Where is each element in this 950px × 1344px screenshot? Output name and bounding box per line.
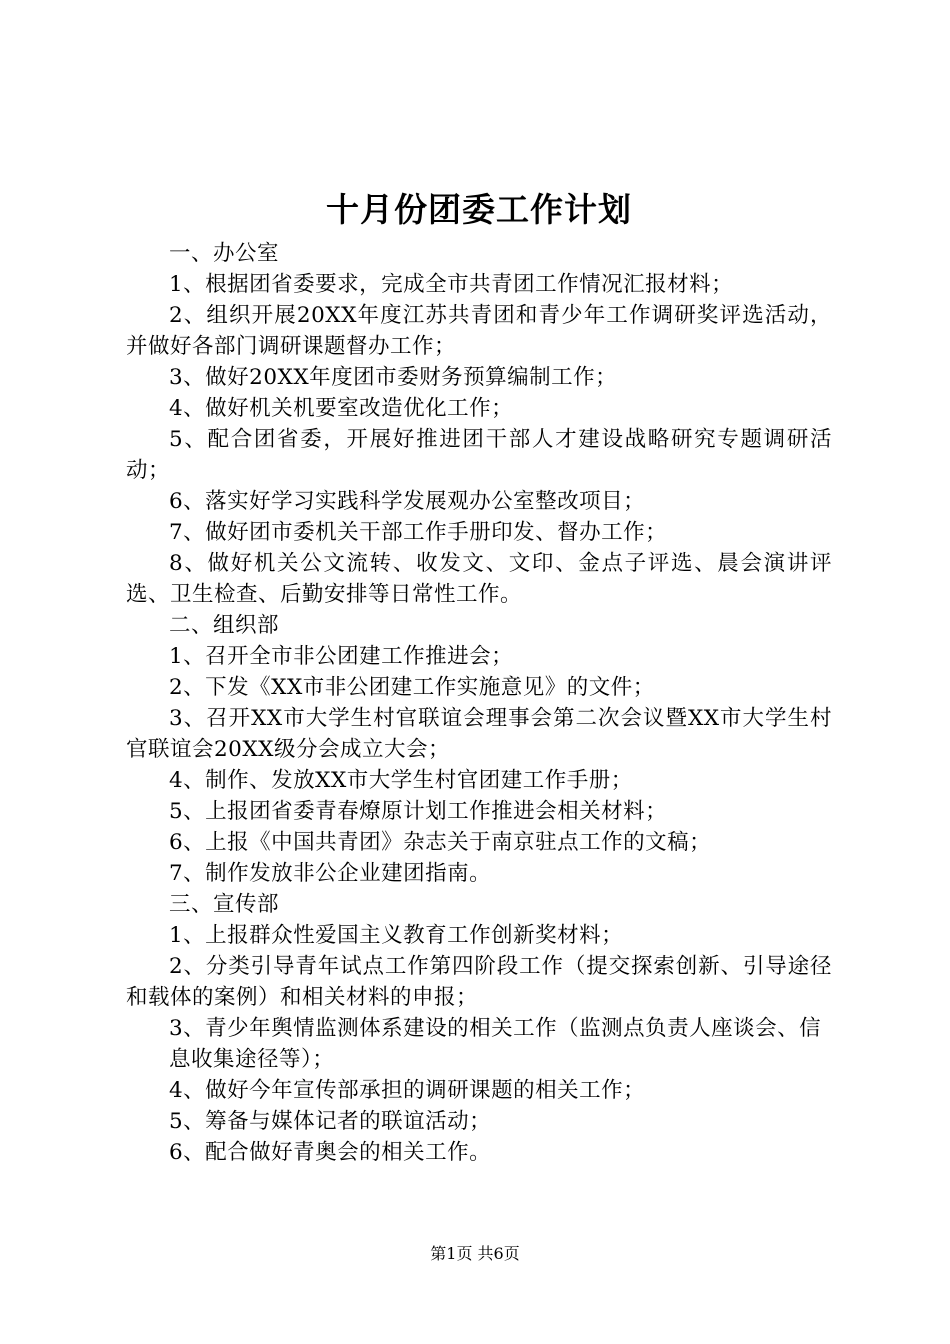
paragraph: 7、制作发放非公企业建团指南。 xyxy=(169,861,492,886)
paragraph: 2、组织开展20XX年度江苏共青团和青少年工作调研奖评选活动，并做好各部门调研课题督办工作； xyxy=(126,303,832,359)
paragraph: 息收集途径等）； xyxy=(169,1047,335,1072)
section-heading: 三、宣传部 xyxy=(169,892,280,917)
paragraph: 6、落实好学习实践科学发展观办公室整改项目； xyxy=(169,489,646,514)
paragraph: 5、筹备与媒体记者的联谊活动； xyxy=(169,1109,492,1134)
section-heading: 二、组织部 xyxy=(169,613,280,638)
paragraph: 2、下发《XX市非公团建工作实施意见》的文件； xyxy=(169,675,655,700)
paragraph: 3、召开XX市大学生村官联谊会理事会第二次会议暨XX市大学生村官联谊会20XX级分会成立大会； xyxy=(126,706,832,762)
paragraph: 4、做好今年宣传部承担的调研课题的相关工作； xyxy=(169,1078,646,1103)
document-body xyxy=(126,182,832,1168)
paragraph: 6、配合做好青奥会的相关工作。 xyxy=(169,1140,492,1165)
paragraph: 8、做好机关公文流转、收发文、文印、金点子评选、晨会演讲评选、卫生检查、后勤安排等日常性工作。 xyxy=(126,551,832,607)
paragraph: 5、上报团省委青春燎原计划工作推进会相关材料； xyxy=(169,799,668,824)
paragraph: 6、上报《中国共青团》杂志关于南京驻点工作的文稿； xyxy=(169,830,712,855)
paragraph: 1、召开全市非公团建工作推进会； xyxy=(169,644,514,669)
paragraph: 7、做好团市委机关干部工作手册印发、督办工作； xyxy=(169,520,668,545)
paragraph: 1、上报群众性爱国主义教育工作创新奖材料； xyxy=(169,923,624,948)
document-title: 十月份团委工作计划 xyxy=(326,190,632,229)
paragraph: 4、做好机关机要室改造优化工作； xyxy=(169,396,514,421)
paragraph: 3、做好20XX年度团市委财务预算编制工作； xyxy=(169,365,618,390)
paragraph: 一、办公室 xyxy=(169,241,280,266)
paragraph: 5、配合团省委，开展好推进团干部人才建设战略研究专题调研活动； xyxy=(126,427,832,483)
paragraph: 4、制作、发放XX市大学生村官团建工作手册； xyxy=(169,768,633,793)
paragraph: 3、青少年舆情监测体系建设的相关工作（监测点负责人座谈会、信 xyxy=(169,1016,822,1041)
paragraph: 2、分类引导青年试点工作第四阶段工作（提交探索创新、引导途径和载体的案例）和相关材料的申报； xyxy=(126,954,832,1010)
page-number-footer: 第1页 共6页 xyxy=(430,1244,520,1263)
paragraph: 1、根据团省委要求，完成全市共青团工作情况汇报材料； xyxy=(169,272,734,297)
